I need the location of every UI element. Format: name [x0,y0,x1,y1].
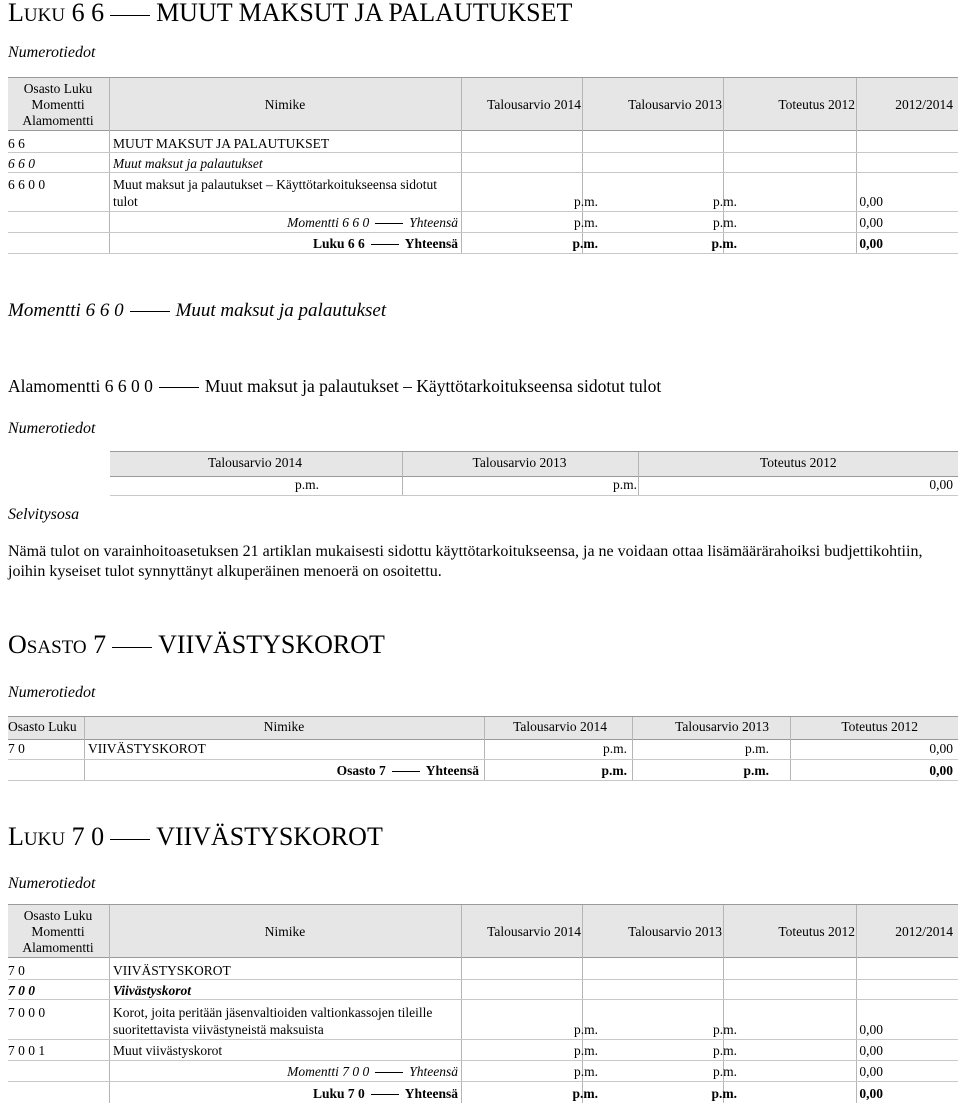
header-momentti: Momentti [31,97,85,112]
row-code: 7 0 0 1 [8,1043,46,1058]
row-code: 7 0 0 [8,983,35,998]
header-ta2013: Talousarvio 2013 [628,924,722,939]
header-ta2013: Talousarvio 2013 [472,455,567,470]
luku-yhteensa: Luku 6 6 Yhteensä [312,236,458,251]
value-ta2013: p.m. [712,194,737,209]
value-tot2012: 0,00 [929,477,953,492]
alamomentti-heading: Alamomentti 6 6 0 0 Muut maksut ja palautukset – Käyttötarkoitukseensa sidotut tulot [8,376,662,396]
row-code: 7 0 [8,963,25,978]
value-ta2014: p.m. [572,236,598,251]
row-name: VIIVÄSTYSKOROT [113,963,231,978]
value-tot2012: 0,00 [859,1022,883,1037]
numerotiedot-label: Numerotiedot [8,875,96,892]
value-ta2013: p.m. [712,1043,737,1058]
chapter-title-6-6: LUKU 6 6 MUUT MAKSUT JA PALAUTUKSET [8,0,573,27]
header-osasto-luku: Osasto Luku [23,81,93,96]
momentti-heading: Momentti 6 6 0 Muut maksut ja palautukset [8,300,387,321]
row-code: 7 0 [8,741,25,756]
header-tot2012: Toteutus 2012 [778,924,855,939]
header-ta2014: Talousarvio 2014 [487,924,581,939]
value-tot2012: 0,00 [859,1043,883,1058]
row-name: Viivästyskorot [113,983,192,998]
value-ta2014: p.m. [573,215,598,230]
value-ta2014: p.m. [572,1086,598,1101]
numerotiedot-label: Numerotiedot [8,420,96,437]
row-name: VIIVÄSTYSKOROT [88,741,206,756]
row-name: Muut maksut ja palautukset [113,156,263,171]
momentti-yhteensa: Momentti 7 0 0 Yhteensä [287,1064,458,1079]
numerotiedot-label: Numerotiedot [8,44,96,61]
value-tot2012: 0,00 [859,236,883,251]
row-name-cont: tulot [113,194,138,209]
header-tot2012: Toteutus 2012 [760,455,837,470]
header-osasto-luku: Osasto Luku [8,719,77,734]
header-nimike: Nimike [264,924,306,939]
osasto-yhteensa: Osasto 7 Yhteensä [336,763,479,778]
row-name-cont: suoritettavista viivästyneistä maksuista [113,1022,324,1037]
row-code: 6 6 [8,136,25,151]
value-ta2013: p.m. [712,1022,737,1037]
value-ta2013: p.m. [612,477,637,492]
header-ratio: 2012/2014 [895,97,953,112]
header-momentti: Momentti [31,924,85,939]
header-ta2014: Talousarvio 2014 [513,719,607,734]
row-name: Muut viivästyskorot [113,1043,223,1058]
header-nimike: Nimike [263,719,305,734]
value-ta2013: p.m. [743,763,769,778]
value-ta2013: p.m. [711,1086,737,1101]
row-name: Korot, joita peritään jäsenvaltioiden valtionkassojen tileille [113,1005,433,1020]
momentti-yhteensa: Momentti 6 6 0 Yhteensä [287,215,458,230]
value-ta2014: p.m. [294,477,319,492]
header-ta2013: Talousarvio 2013 [675,719,769,734]
header-ratio: 2012/2014 [895,924,953,939]
chapter-title-7-0: LUKU 7 0 VIIVÄSTYSKOROT [8,822,383,851]
row-code: 7 0 0 0 [8,1005,46,1020]
value-tot2012: 0,00 [929,741,953,756]
luku-yhteensa: Luku 7 0 Yhteensä [312,1086,458,1101]
row-code: 6 6 0 0 [8,177,46,192]
value-ta2014: p.m. [601,763,627,778]
value-tot2012: 0,00 [929,763,953,778]
row-code: 6 6 0 [8,156,35,171]
value-tot2012: 0,00 [859,1064,883,1079]
value-ta2014: p.m. [573,1064,598,1079]
value-tot2012: 0,00 [859,1086,883,1101]
numerotiedot-label: Numerotiedot [8,684,96,701]
value-ta2014: p.m. [573,1022,598,1037]
value-ta2014: p.m. [573,1043,598,1058]
value-ta2013: p.m. [744,741,769,756]
osasto-title-7: OSASTO 7 VIIVÄSTYSKOROT [8,630,385,659]
value-ta2013: p.m. [711,236,737,251]
row-name: MUUT MAKSUT JA PALAUTUKSET [113,136,330,151]
header-osasto-luku: Osasto Luku [23,908,93,923]
header-tot2012: Toteutus 2012 [778,97,855,112]
value-ta2014: p.m. [573,194,598,209]
header-alamomentti: Alamomentti [22,113,94,128]
value-ta2013: p.m. [712,215,737,230]
header-ta2014: Talousarvio 2014 [487,97,581,112]
value-ta2014: p.m. [602,741,627,756]
explanation-paragraph: Nämä tulot on varainhoitoasetuksen 21 artiklan mukaisesti sidottu käyttötarkoitukseensa, ja ne voidaan ottaa lisämäärärahoiksi budjettikohtiin, joihin kyseiset tulot synnyttänyt alkuperäinen menoerä on osoitettu. [8,543,923,580]
value-tot2012: 0,00 [859,215,883,230]
value-ta2013: p.m. [712,1064,737,1079]
header-ta2013: Talousarvio 2013 [628,97,722,112]
header-ta2014: Talousarvio 2014 [208,455,302,470]
selvitysosa-label: Selvitysosa [8,506,80,523]
header-tot2012: Toteutus 2012 [841,719,918,734]
header-alamomentti: Alamomentti [22,940,94,955]
value-tot2012: 0,00 [859,194,883,209]
row-name: Muut maksut ja palautukset – Käyttötarkoitukseensa sidotut [113,177,437,192]
header-nimike: Nimike [264,97,306,112]
